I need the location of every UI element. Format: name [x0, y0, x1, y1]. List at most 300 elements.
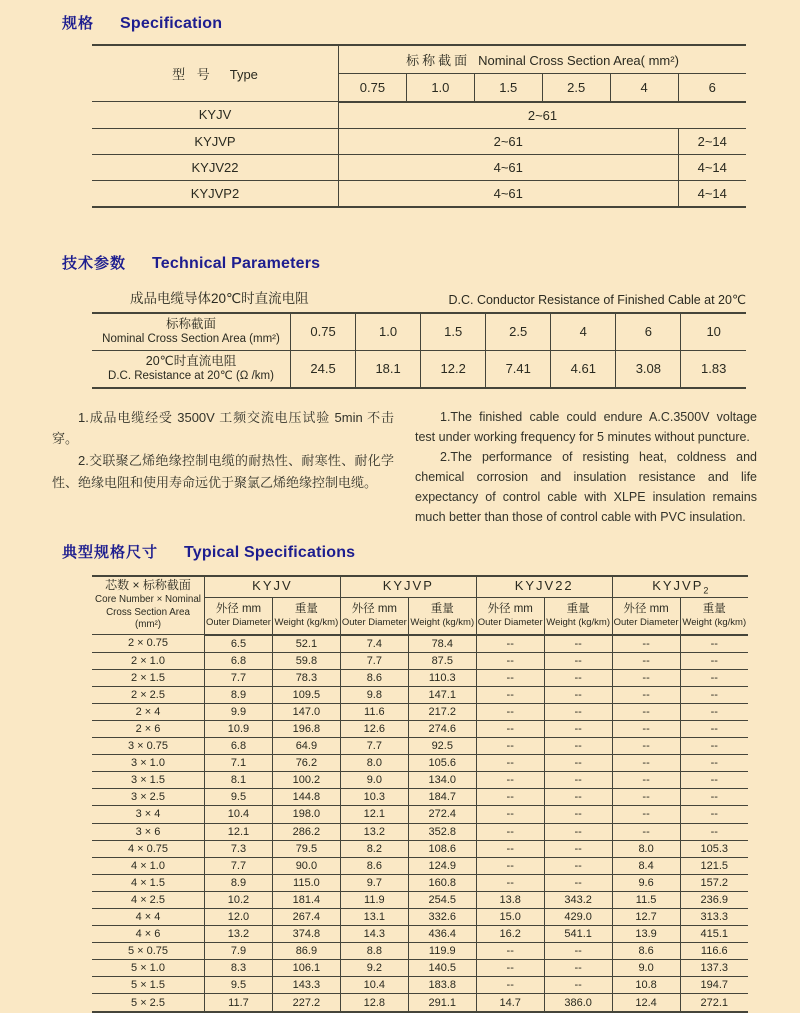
group-header-kyjv: KYJV	[205, 576, 341, 598]
value-cell: 9.0	[340, 772, 408, 789]
value-cell: --	[544, 772, 612, 789]
area-value-cell: 10	[681, 313, 746, 351]
nominal-area-en: Nominal Cross Section Area (mm²)	[102, 333, 280, 346]
dc-resistance-zh: 20℃时直流电阻	[145, 353, 237, 368]
value-cell: 8.4	[612, 857, 680, 874]
type-header-en: Type	[229, 67, 258, 82]
value-cell: 7.7	[340, 652, 408, 669]
value-cell: --	[544, 960, 612, 977]
value-cell: 9.5	[205, 789, 273, 806]
value-cell: 7.7	[205, 857, 273, 874]
value-cell: --	[476, 960, 544, 977]
table-row	[92, 669, 748, 686]
value-cell: --	[612, 789, 680, 806]
resistance-subtitle	[92, 287, 746, 307]
size-header-cell: 2.5	[542, 73, 610, 102]
value-cell: 8.9	[205, 874, 273, 891]
resistance-table	[92, 312, 746, 389]
value-cell: 11.7	[205, 994, 273, 1012]
value-cell: --	[476, 977, 544, 994]
value-cell: --	[476, 720, 544, 737]
value-cell: 291.1	[408, 994, 476, 1012]
value-cell: 121.5	[680, 857, 748, 874]
group-header-kyjvp2: $KYJVP_2$	[612, 576, 748, 598]
value-cell: 13.9	[612, 926, 680, 943]
od-header-cell: 外径 mm Outer Diameter	[476, 597, 544, 635]
size-cell: 4 × 1.0	[92, 857, 205, 874]
value-cell: 10.8	[612, 977, 680, 994]
value-cell: --	[680, 789, 748, 806]
notes-chinese	[52, 407, 394, 527]
value-cell: --	[476, 703, 544, 720]
value-cell: 7.1	[205, 755, 273, 772]
type-header-zh: 型 号	[172, 67, 214, 82]
table-row	[92, 738, 748, 755]
dc-resistance-header-cell	[92, 350, 291, 388]
value-cell: --	[612, 772, 680, 789]
value-cell: --	[544, 977, 612, 994]
value-cell: --	[612, 806, 680, 823]
type-cell: KYJV	[92, 102, 339, 129]
value-cell: 143.3	[272, 977, 340, 994]
note-zh-1: 1.成品电缆经受 3500V 工频交流电压试验 5min 不击穿。	[52, 409, 394, 447]
value-cell: 541.1	[544, 926, 612, 943]
value-cell: 9.6	[612, 874, 680, 891]
value-cell: 86.9	[272, 943, 340, 960]
value-cell: 109.5	[272, 686, 340, 703]
value-cell: --	[544, 652, 612, 669]
size-cell: 3 × 1.5	[92, 772, 205, 789]
value-cell: 157.2	[680, 874, 748, 891]
area-value-cell: 6	[616, 313, 681, 351]
value-cell: --	[476, 635, 544, 653]
size-cell: 2 × 4	[92, 703, 205, 720]
value-cell: --	[612, 823, 680, 840]
size-cell: 5 × 2.5	[92, 994, 205, 1012]
weight-header-cell: 重量 Weight (kg/km)	[408, 597, 476, 635]
table-row	[92, 891, 748, 908]
value-cell: 267.4	[272, 909, 340, 926]
value-cell: 16.2	[476, 926, 544, 943]
nominal-area-zh: 标称截面	[165, 316, 216, 331]
value-cell: 108.6	[408, 840, 476, 857]
value-cell: --	[544, 789, 612, 806]
value-cell: 10.2	[205, 891, 273, 908]
size-cell: 4 × 0.75	[92, 840, 205, 857]
value-cell: 9.5	[205, 977, 273, 994]
value-cell: --	[476, 806, 544, 823]
value-cell: 79.5	[272, 840, 340, 857]
core-size-header-cell	[92, 576, 205, 635]
value-cell: 13.2	[340, 823, 408, 840]
value-cell: --	[476, 755, 544, 772]
typical-specifications-table	[92, 575, 748, 1013]
value-cell: 12.8	[340, 994, 408, 1012]
size-header-cell: 1.5	[474, 73, 542, 102]
range-cell: 2~61	[339, 102, 747, 129]
table-row	[92, 943, 748, 960]
value-cell: 147.1	[408, 686, 476, 703]
value-cell: --	[476, 686, 544, 703]
value-cell: 352.8	[408, 823, 476, 840]
value-cell: 7.9	[205, 943, 273, 960]
value-cell: 64.9	[272, 738, 340, 755]
od-header-cell: 外径 mm Outer Diameter	[205, 597, 273, 635]
weight-header-cell: 重量 Weight (kg/km)	[680, 597, 748, 635]
value-cell: 11.6	[340, 703, 408, 720]
value-cell: 181.4	[272, 891, 340, 908]
value-cell: --	[544, 669, 612, 686]
value-cell: --	[476, 789, 544, 806]
value-cell: --	[680, 806, 748, 823]
value-cell: 184.7	[408, 789, 476, 806]
value-cell: 227.2	[272, 994, 340, 1012]
value-cell: 10.4	[340, 977, 408, 994]
value-cell: 274.6	[408, 720, 476, 737]
value-cell: 8.3	[205, 960, 273, 977]
value-cell: --	[680, 635, 748, 653]
group-header-kyjv22: KYJV22	[476, 576, 612, 598]
value-cell: 8.6	[340, 669, 408, 686]
size-header-cell: 4	[610, 73, 678, 102]
value-cell: 198.0	[272, 806, 340, 823]
notes-section	[52, 407, 757, 527]
value-cell: 90.0	[272, 857, 340, 874]
size-cell: 3 × 1.0	[92, 755, 205, 772]
value-cell: --	[680, 755, 748, 772]
value-cell: --	[544, 635, 612, 653]
table-row	[92, 977, 748, 994]
value-cell: 9.7	[340, 874, 408, 891]
table-row	[92, 772, 748, 789]
value-cell: 217.2	[408, 703, 476, 720]
value-cell: --	[680, 772, 748, 789]
value-cell: 12.1	[205, 823, 273, 840]
value-cell: 13.8	[476, 891, 544, 908]
value-cell: 8.0	[340, 755, 408, 772]
value-cell: --	[680, 652, 748, 669]
value-cell: --	[680, 738, 748, 755]
value-cell: 6.8	[205, 738, 273, 755]
table-row	[92, 652, 748, 669]
value-cell: --	[612, 652, 680, 669]
value-cell: 119.9	[408, 943, 476, 960]
size-cell: 2 × 1.5	[92, 669, 205, 686]
value-cell: 10.4	[205, 806, 273, 823]
value-cell: 92.5	[408, 738, 476, 755]
type-cell: KYJV22	[92, 154, 339, 180]
size-cell: 3 × 6	[92, 823, 205, 840]
resistance-value-cell: 24.5	[291, 350, 356, 388]
resistance-subtitle-en: D.C. Conductor Resistance of Finished Cable at 20℃	[448, 292, 746, 307]
size-cell: 5 × 1.0	[92, 960, 205, 977]
table-row	[92, 909, 748, 926]
table-row	[92, 994, 748, 1012]
value-cell: --	[544, 806, 612, 823]
value-cell: 436.4	[408, 926, 476, 943]
area-value-cell: 0.75	[291, 313, 356, 351]
value-cell: 14.7	[476, 994, 544, 1012]
section-title-zh: 技术参数	[62, 254, 127, 272]
size-cell: 4 × 4	[92, 909, 205, 926]
range-cell-last: 4~14	[678, 154, 746, 180]
value-cell: 6.8	[205, 652, 273, 669]
group-header-kyjvp: KYJVP	[340, 576, 476, 598]
value-cell: 15.0	[476, 909, 544, 926]
value-cell: --	[544, 755, 612, 772]
core-size-zh: 芯数 × 标称截面	[105, 578, 191, 593]
value-cell: --	[544, 874, 612, 891]
value-cell: --	[476, 652, 544, 669]
range-cell: 2~61	[339, 128, 679, 154]
value-cell: 254.5	[408, 891, 476, 908]
value-cell: 137.3	[680, 960, 748, 977]
area-value-cell: 4	[551, 313, 616, 351]
value-cell: --	[476, 943, 544, 960]
resistance-value-cell: 3.08	[616, 350, 681, 388]
range-cell-last: 2~14	[678, 128, 746, 154]
value-cell: 124.9	[408, 857, 476, 874]
notes-english	[415, 407, 757, 527]
range-cell: 4~61	[339, 180, 679, 207]
range-cell-last: 4~14	[678, 180, 746, 207]
area-value-cell: 1.5	[421, 313, 486, 351]
value-cell: --	[544, 738, 612, 755]
table-row	[92, 823, 748, 840]
value-cell: 9.8	[340, 686, 408, 703]
value-cell: 12.6	[340, 720, 408, 737]
od-header-cell: 外径 mm Outer Diameter	[340, 597, 408, 635]
value-cell: 105.6	[408, 755, 476, 772]
resistance-value-cell: 4.61	[551, 350, 616, 388]
area-header-en: Nominal Cross Section Area( mm²)	[478, 52, 679, 68]
type-cell: KYJVP	[92, 128, 339, 154]
size-header-cell: 1.0	[406, 73, 474, 102]
od-header-cell: 外径 mm Outer Diameter	[612, 597, 680, 635]
value-cell: 87.5	[408, 652, 476, 669]
value-cell: 10.9	[205, 720, 273, 737]
size-cell: 5 × 0.75	[92, 943, 205, 960]
area-value-cell: 1.0	[356, 313, 421, 351]
note-en-2: 2.The performance of resisting heat, coldness and chemical corrosion and insulation resistance and life expectancy of control cable with XLPE insulation remains much better than those of control cable with PVC insulation.	[415, 449, 757, 524]
value-cell: 11.5	[612, 891, 680, 908]
value-cell: --	[544, 686, 612, 703]
value-cell: 8.8	[340, 943, 408, 960]
value-cell: 8.1	[205, 772, 273, 789]
value-cell: --	[680, 720, 748, 737]
size-cell: 2 × 6	[92, 720, 205, 737]
table-row	[92, 874, 748, 891]
value-cell: 78.4	[408, 635, 476, 653]
value-cell: --	[612, 669, 680, 686]
value-cell: 183.8	[408, 977, 476, 994]
value-cell: 116.6	[680, 943, 748, 960]
value-cell: 9.9	[205, 703, 273, 720]
value-cell: 8.6	[340, 857, 408, 874]
value-cell: 8.2	[340, 840, 408, 857]
value-cell: 194.7	[680, 977, 748, 994]
value-cell: 272.1	[680, 994, 748, 1012]
value-cell: --	[544, 857, 612, 874]
value-cell: --	[476, 874, 544, 891]
size-cell: 3 × 2.5	[92, 789, 205, 806]
table-row	[92, 720, 748, 737]
table-row	[92, 635, 748, 653]
value-cell: --	[612, 635, 680, 653]
value-cell: 59.8	[272, 652, 340, 669]
table-row	[92, 960, 748, 977]
value-cell: --	[476, 823, 544, 840]
weight-header-cell: 重量 Weight (kg/km)	[272, 597, 340, 635]
value-cell: --	[476, 738, 544, 755]
size-cell: 4 × 1.5	[92, 874, 205, 891]
value-cell: 196.8	[272, 720, 340, 737]
resistance-value-cell: 1.83	[681, 350, 746, 388]
core-size-en2: Cross Section Area (mm²)	[106, 606, 190, 631]
value-cell: --	[612, 755, 680, 772]
value-cell: 144.8	[272, 789, 340, 806]
value-cell: 11.9	[340, 891, 408, 908]
specification-table	[92, 44, 746, 208]
dc-resistance-en: D.C. Resistance at 20℃ (Ω /km)	[108, 370, 274, 383]
area-value-cell: 2.5	[486, 313, 551, 351]
value-cell: --	[544, 943, 612, 960]
value-cell: 160.8	[408, 874, 476, 891]
section-title-technical-parameters	[62, 252, 800, 273]
value-cell: 313.3	[680, 909, 748, 926]
value-cell: --	[544, 703, 612, 720]
value-cell: 374.8	[272, 926, 340, 943]
table-row	[92, 686, 748, 703]
value-cell: 7.3	[205, 840, 273, 857]
value-cell: 12.7	[612, 909, 680, 926]
value-cell: 105.3	[680, 840, 748, 857]
type-header-cell	[92, 45, 339, 102]
value-cell: 236.9	[680, 891, 748, 908]
note-zh-2: 2.交联聚乙烯绝缘控制电缆的耐热性、耐寒性、耐化学性、绝缘电阻和使用寿命远优于聚氯乙烯绝缘控制电缆。	[52, 453, 394, 490]
weight-header-cell: 重量 Weight (kg/km)	[544, 597, 612, 635]
core-size-en1: Core Number × Nominal	[95, 593, 201, 605]
value-cell: --	[680, 686, 748, 703]
note-en-1: 1.The finished cable could endure A.C.3500V voltage test under working frequency for 5 minutes without puncture.	[415, 409, 757, 444]
size-header-cell: 6	[678, 73, 746, 102]
size-cell: 2 × 0.75	[92, 635, 205, 653]
size-cell: 3 × 4	[92, 806, 205, 823]
value-cell: 6.5	[205, 635, 273, 653]
value-cell: 386.0	[544, 994, 612, 1012]
value-cell: 115.0	[272, 874, 340, 891]
value-cell: 13.1	[340, 909, 408, 926]
section-title-en: Specification	[120, 15, 223, 32]
value-cell: --	[612, 703, 680, 720]
range-cell: 4~61	[339, 154, 679, 180]
value-cell: 8.6	[612, 943, 680, 960]
value-cell: 8.0	[612, 840, 680, 857]
size-cell: 3 × 0.75	[92, 738, 205, 755]
value-cell: 12.4	[612, 994, 680, 1012]
value-cell: 13.2	[205, 926, 273, 943]
area-header-zh: 标称截面	[406, 52, 471, 68]
size-cell: 4 × 6	[92, 926, 205, 943]
value-cell: 100.2	[272, 772, 340, 789]
value-cell: --	[544, 823, 612, 840]
value-cell: 7.4	[340, 635, 408, 653]
value-cell: 14.3	[340, 926, 408, 943]
size-cell: 2 × 1.0	[92, 652, 205, 669]
value-cell: 9.2	[340, 960, 408, 977]
value-cell: --	[680, 669, 748, 686]
value-cell: 134.0	[408, 772, 476, 789]
value-cell: --	[544, 720, 612, 737]
value-cell: 429.0	[544, 909, 612, 926]
table-row	[92, 703, 748, 720]
value-cell: 106.1	[272, 960, 340, 977]
section-title-typical-specifications	[62, 541, 800, 562]
value-cell: --	[680, 823, 748, 840]
value-cell: --	[476, 772, 544, 789]
area-header-cell	[339, 45, 747, 73]
section-title-en: Typical Specifications	[184, 543, 356, 561]
table-row	[92, 789, 748, 806]
value-cell: --	[680, 703, 748, 720]
size-cell: 2 × 2.5	[92, 686, 205, 703]
type-cell: KYJVP2	[92, 180, 339, 207]
section-title-en: Technical Parameters	[152, 254, 321, 272]
table-row	[92, 857, 748, 874]
value-cell: 12.1	[340, 806, 408, 823]
table-row	[92, 926, 748, 943]
size-header-cell: 0.75	[339, 73, 407, 102]
value-cell: 415.1	[680, 926, 748, 943]
value-cell: 140.5	[408, 960, 476, 977]
table-row	[92, 806, 748, 823]
section-title-specification	[62, 0, 800, 33]
section-title-zh: 典型规格尺寸	[62, 543, 159, 561]
value-cell: 76.2	[272, 755, 340, 772]
value-cell: --	[476, 669, 544, 686]
value-cell: 110.3	[408, 669, 476, 686]
value-cell: 7.7	[205, 669, 273, 686]
resistance-subtitle-zh: 成品电缆导体20℃时直流电阻	[130, 290, 309, 306]
table-row	[92, 755, 748, 772]
value-cell: 12.0	[205, 909, 273, 926]
value-cell: 8.9	[205, 686, 273, 703]
value-cell: 10.3	[340, 789, 408, 806]
value-cell: 147.0	[272, 703, 340, 720]
value-cell: 332.6	[408, 909, 476, 926]
value-cell: 78.3	[272, 669, 340, 686]
value-cell: --	[612, 720, 680, 737]
value-cell: 343.2	[544, 891, 612, 908]
value-cell: --	[476, 840, 544, 857]
value-cell: --	[544, 840, 612, 857]
resistance-value-cell: 18.1	[356, 350, 421, 388]
size-cell: 4 × 2.5	[92, 891, 205, 908]
nominal-area-header-cell	[92, 313, 291, 351]
section-title-zh: 规格	[62, 15, 95, 32]
value-cell: --	[476, 857, 544, 874]
value-cell: 9.0	[612, 960, 680, 977]
value-cell: 286.2	[272, 823, 340, 840]
value-cell: --	[612, 738, 680, 755]
table-row	[92, 840, 748, 857]
value-cell: --	[612, 686, 680, 703]
resistance-value-cell: 7.41	[486, 350, 551, 388]
value-cell: 52.1	[272, 635, 340, 653]
value-cell: 272.4	[408, 806, 476, 823]
value-cell: 7.7	[340, 738, 408, 755]
resistance-value-cell: 12.2	[421, 350, 486, 388]
